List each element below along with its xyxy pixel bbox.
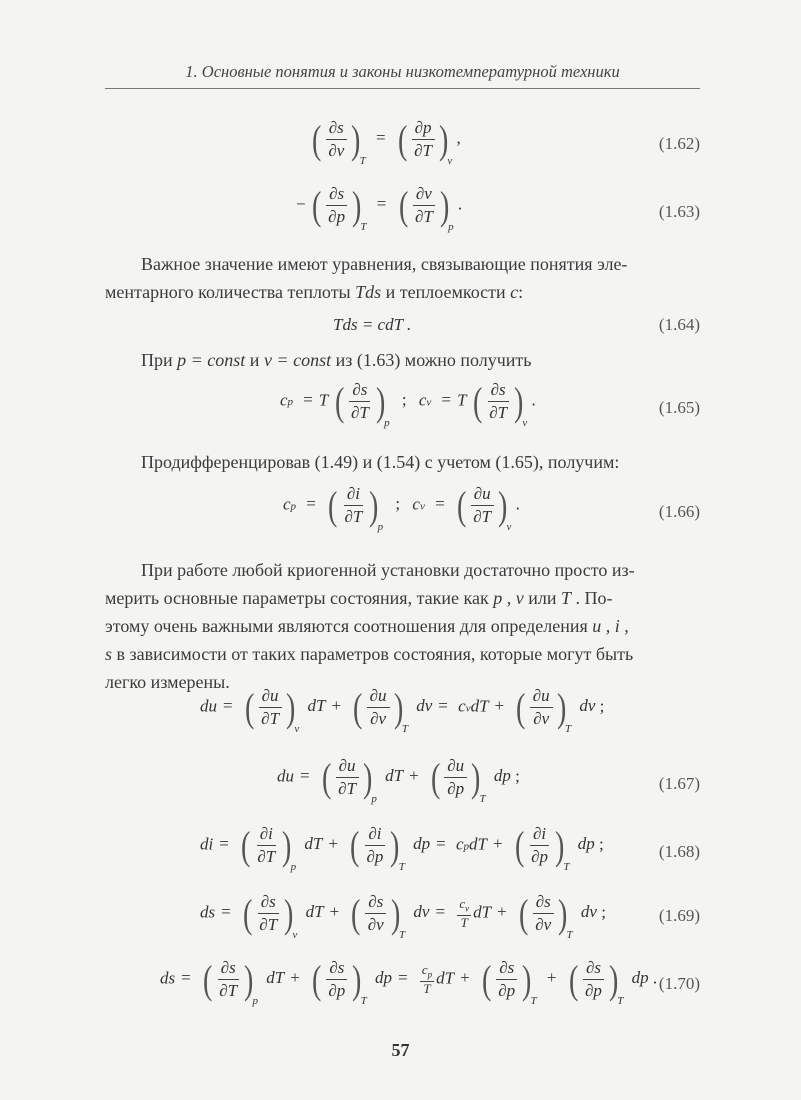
equation-1-69: ds = ( $\frac{\partial s}{\partial T}$ ) v dT + ( $\frac{\partial s}{\partial v}$ ) T dv = $\frac{c_v}{T}$ dT + ( $\frac{\partial s}{\partial v}$ ) T dv ; (200, 890, 606, 941)
page-number: 57 (391, 1040, 410, 1060)
paragraph (105, 250, 700, 306)
eq-number: (1.70) (658, 974, 700, 993)
eq-number: (1.69) (658, 906, 700, 925)
equation-1-65: cp = T ( $\frac{\partial s}{\partial T}$ ) p ; cv = T ( $\frac{\partial s}{\partial T}$ ) v . (280, 378, 536, 429)
eq-number: (1.66) (658, 502, 700, 521)
eq-number: (1.68) (658, 842, 700, 861)
eq-number: (1.67) (658, 774, 700, 793)
equation-1-67: du = ( $\frac{\partial u}{\partial T}$ ) p dT + ( $\frac{\partial u}{\partial p}$ ) T dp ; (277, 754, 520, 805)
equation-1-68: di = ( $\frac{\partial i}{\partial T}$ ) p dT + ( $\frac{\partial i}{\partial p}$ ) T dp = cpdT + ( $\frac{\partial i}{\partial p}$ ) T dp ; (200, 822, 604, 873)
equation-1-64: Tds = cdT . (333, 315, 412, 334)
equation-1-66: cp = ( $\frac{\partial i}{\partial T}$ ) p ; cv = ( $\frac{\partial u}{\partial T}$ ) v . (283, 482, 520, 533)
eq-number: (1.62) (658, 134, 700, 153)
paragraph: При p = const и v = const из (1.63) можно получить (141, 350, 532, 370)
equation-du-expanded: du = ( $\frac{\partial u}{\partial T}$ ) v dT + ( $\frac{\partial u}{\partial v}$ ) T dv = cvdT + ( $\frac{\partial u}{\partial v}$ ) T dv ; (200, 684, 605, 735)
eq-number: (1.63) (658, 202, 700, 221)
equation-1-63: − ( $\frac{\partial s}{\partial p}$ ) T = ( $\frac{\partial v}{\partial T}$ ) p . (296, 182, 463, 233)
paragraph: Продифференцировав (1.49) и (1.54) с учетом (1.65), получим: (141, 452, 620, 472)
text-line: ментарного количества теплоты Tds и теплоемкости c: (105, 282, 524, 302)
running-header: 1. Основные понятия и законы низкотемпературной техники (185, 62, 620, 81)
text-line: Важное значение имеют уравнения, связывающие понятия эле- (141, 254, 628, 274)
equation-1-70: ds = ( $\frac{\partial s}{\partial T}$ ) p dT + ( $\frac{\partial s}{\partial p}$ ) T dp = $\frac{c_p}{T}$ dT + ( $\frac{\partial s}{\partial p}$ ) T + ( $\frac{\partial s}{\partial p}$ ) T dp . (160, 956, 658, 1007)
eq-number: (1.65) (658, 398, 700, 417)
equation-1-62: ( $\frac{\partial s}{\partial v}$ ) T = ( $\frac{\partial p}{\partial T}$ ) v , (311, 116, 461, 167)
eq-number: (1.64) (658, 315, 700, 334)
paragraph: При работе любой криогенной установки достаточно просто из- мерить основные параметры состояния, такие как p , v или T . По- этому очень важными являются соотношения для определения u , i , s в зависимости от таких параметров состояния, которые могут быть легко измерены. (105, 560, 635, 692)
header-rule (105, 88, 700, 89)
